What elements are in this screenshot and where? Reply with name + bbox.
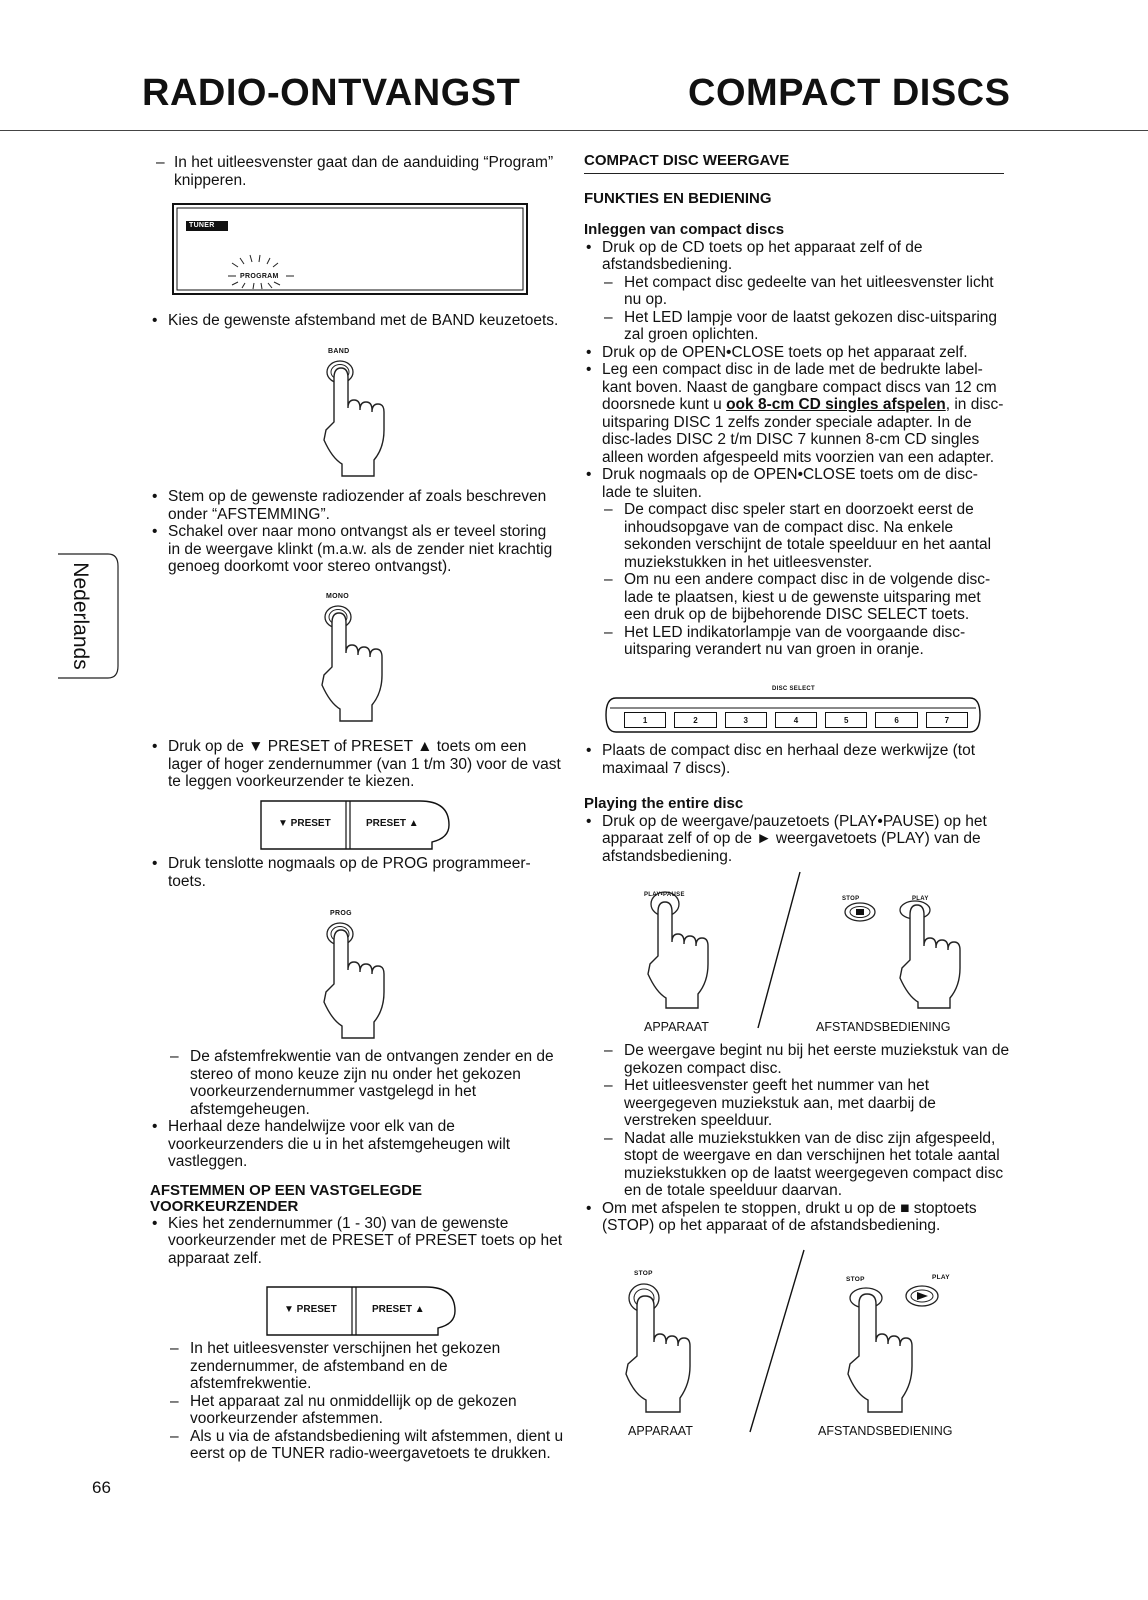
playback-starts-note: – De weergave begint nu bij het eerste muziekstuk van de gekozen compact disc. bbox=[584, 1042, 1010, 1077]
remote-play-label: PLAY bbox=[912, 896, 929, 902]
playback-notes bbox=[584, 1042, 1010, 1235]
cd-playback-section-title: COMPACT DISC WEERGAVE bbox=[584, 152, 1004, 174]
memory-instructions bbox=[150, 1048, 568, 1267]
playing-entire-disc-title: Playing the entire disc bbox=[584, 795, 744, 812]
side-tab-label: Nederlands bbox=[69, 562, 92, 670]
remote-tuner-note: – Als u via de afstandsbediening wilt afstemmen, dient u eerst op de TUNER radio-weergavetoets te drukken. bbox=[150, 1428, 568, 1463]
intro-text: – In het uitleesvenster gaat dan de aanduiding “Program” knipperen. bbox=[150, 154, 562, 189]
disc-select-label: DISC SELECT bbox=[772, 686, 815, 692]
preset-result-notes bbox=[150, 1340, 568, 1463]
led-orange-note: – Het LED indikatorlampje van de voorgaande disc-uitsparing verandert nu van groen in oranje. bbox=[584, 624, 1004, 659]
disc-select-strip bbox=[604, 696, 982, 734]
preset-tuning-section-title: AFSTEMMEN OP EEN VASTGELEGDE VOORKEURZENDER bbox=[150, 1181, 422, 1215]
prog-instruction-block bbox=[150, 855, 562, 890]
left-column bbox=[150, 154, 562, 189]
disc-select-button-5[interactable]: 5 bbox=[825, 712, 867, 728]
play-instructions bbox=[584, 742, 1004, 865]
unit-stop-label: STOP bbox=[634, 1270, 653, 1277]
prog-instruction: • Druk tenslotte nogmaals op de PROG programmeer-toets. bbox=[150, 855, 562, 890]
remote-caption: AFSTANDSBEDIENING bbox=[816, 1020, 951, 1034]
preset-buttons-figure-2 bbox=[266, 1286, 456, 1336]
disc-select-button-7[interactable]: 7 bbox=[926, 712, 968, 728]
load-disc-instruction bbox=[584, 361, 1004, 466]
mono-hand-icon bbox=[316, 605, 396, 723]
stop-figure bbox=[612, 1248, 1002, 1448]
playback-end-note: – Nadat alle muziekstukken van de disc zijn afgespeeld, stopt de weergave en dan verschijnen het totale aantal muziekstukken op de laatst weergegeven compact disc en de totale speelduur daarvan. bbox=[584, 1130, 1010, 1200]
remote-stop-label-2: STOP bbox=[846, 1276, 865, 1283]
preset-up-button[interactable]: PRESET ▲ bbox=[366, 818, 419, 829]
left-page-title: RADIO-ONTVANGST bbox=[142, 72, 521, 114]
play-pause-instruction: • Druk op de weergave/pauzetoets (PLAY•PAUSE) op het apparaat zelf of op de ► weergavetoets (PLAY) van de afstandsbediening. bbox=[584, 813, 1004, 866]
right-page-title: COMPACT DISCS bbox=[688, 72, 1011, 114]
next-tray-note: – Om nu een andere compact disc in de volgende disc-lade te plaatsen, kiest u de gewenste uitsparing met een druk op de bijbehorende DISC SELECT toets. bbox=[584, 571, 1004, 624]
insert-disc-title: Inleggen van compact discs bbox=[584, 221, 785, 238]
preset-instruction-block bbox=[150, 738, 562, 791]
remote-caption-2: AFSTANDSBEDIENING bbox=[818, 1424, 953, 1438]
tuner-indicator: TUNER bbox=[189, 222, 215, 229]
preset-buttons-figure bbox=[260, 800, 450, 850]
play-figure bbox=[620, 868, 1000, 1038]
header-rule bbox=[0, 130, 1148, 131]
preset-instruction: • Druk op de ▼ PRESET of PRESET ▲ toets om een lager of hoger zendernummer (van 1 t/m 30) voor de vast te leggen voorkeurzender te kiezen. bbox=[150, 738, 562, 791]
prog-hand-icon bbox=[318, 922, 398, 1040]
unit-caption: APPARAAT bbox=[644, 1020, 709, 1034]
disc-button-row bbox=[620, 712, 972, 730]
toc-scan-note: – De compact disc speler start en doorzoekt eerst de inhoudsopgave van de compact disc. Na enkele sekonden verschijnt de totale speelduur en het aantal muziekstukken in het uitleesvenster. bbox=[584, 501, 1004, 571]
unit-caption-2: APPARAAT bbox=[628, 1424, 693, 1438]
display-figure bbox=[172, 203, 528, 295]
cd-display-lights-note: – Het compact disc gedeelte van het uitleesvenster licht nu op. bbox=[584, 274, 1004, 309]
open-close-instruction: • Druk op de OPEN•CLOSE toets op het apparaat zelf. bbox=[584, 344, 1004, 362]
track-display-note: – Het uitleesvenster geeft het nummer van het weergegeven muziekstuk aan, met daarbij de verstreken speelduur. bbox=[584, 1077, 1010, 1130]
frequency-stored-note: – De afstemfrekwentie van de ontvangen zender en de stereo of mono keuze zijn nu onder het gekozen voorkeurzendernummer vastgelegd in het afstemgeheugen. bbox=[150, 1048, 568, 1118]
tuning-instructions bbox=[150, 488, 562, 576]
close-tray-instruction: • Druk nogmaals op de OPEN•CLOSE toets om de disc-lade te sluiten. bbox=[584, 466, 1004, 501]
language-side-tab bbox=[56, 552, 118, 680]
disc-select-button-2[interactable]: 2 bbox=[674, 712, 716, 728]
tunes-immediately-note: – Het apparaat zal nu onmiddellijk op de gekozen voorkeurzender afstemmen. bbox=[150, 1393, 568, 1428]
preset-up-button-2[interactable]: PRESET ▲ bbox=[372, 1304, 425, 1315]
mono-instruction: • Schakel over naar mono ontvangst als er teveel storing in de weergave klinkt (m.a.w. als de zender niet krachtig genoeg doorkomt voor stereo ontvangst). bbox=[150, 523, 562, 576]
repeat-instruction: • Herhaal deze handelwijze voor elk van de voorkeurzenders die u in het afstemgeheugen wilt vastleggen. bbox=[150, 1118, 568, 1171]
band-instruction-block bbox=[150, 312, 562, 330]
functions-subtitle: FUNKTIES EN BEDIENING bbox=[584, 189, 772, 207]
cd-singles-emphasis: ook 8-cm CD singles afspelen bbox=[726, 396, 946, 413]
remote-stop-label: STOP bbox=[842, 896, 860, 902]
prog-button-label: PROG bbox=[330, 910, 352, 917]
preset-down-button[interactable]: ▼ PRESET bbox=[278, 818, 331, 829]
band-hand-icon bbox=[318, 360, 398, 478]
band-button-label: BAND bbox=[328, 348, 350, 355]
load-disc-text-a: Leg een compact disc in de lade met de bedrukte label-kant boven. Naast de gangbare compact discs van 12 cm doorsnede kunt u bbox=[602, 361, 997, 413]
disc-select-button-6[interactable]: 6 bbox=[875, 712, 917, 728]
tune-station-instruction: • Stem op de gewenste radiozender af zoals beschreven onder “AFSTEMMING”. bbox=[150, 488, 562, 523]
load-disc-text-b: , in disc-uitsparing DISC 1 zelfs zonder speciale adapter. In de disc-lades DISC 2 t/m DISC 7 kunnen 8-cm CD singles alleen worden afgespeeld mits voorzien van een adapter. bbox=[602, 396, 1004, 466]
cd-button-instruction: • Druk op de CD toets op het apparaat zelf of de afstandsbediening. bbox=[584, 239, 1004, 274]
display-shows-preset-note: – In het uitleesvenster verschijnen het gekozen zendernummer, de afstemband en de afstemfrekwentie. bbox=[150, 1340, 568, 1393]
disc-select-button-1[interactable]: 1 bbox=[624, 712, 666, 728]
disc-select-button-4[interactable]: 4 bbox=[775, 712, 817, 728]
mono-button-label: MONO bbox=[326, 593, 349, 600]
repeat-load-instruction: • Plaats de compact disc en herhaal deze werkwijze (tot maximaal 7 discs). bbox=[584, 742, 1004, 777]
band-instruction: • Kies de gewenste afstemband met de BAND keuzetoets. bbox=[150, 312, 562, 330]
play-pause-button-label: PLAY•PAUSE bbox=[644, 892, 685, 898]
stop-instruction: • Om met afspelen te stoppen, drukt u op de ■ stoptoets (STOP) op het apparaat of de afstandsbediening. bbox=[584, 1200, 1010, 1235]
page-number: 66 bbox=[92, 1478, 111, 1497]
select-preset-instruction: • Kies het zendernummer (1 - 30) van de gewenste voorkeurzender met de PRESET of PRESET toets op het apparaat zelf. bbox=[150, 1215, 568, 1268]
led-green-note: – Het LED lampje voor de laatst gekozen disc-uitsparing zal groen oplichten. bbox=[584, 309, 1004, 344]
program-indicator: PROGRAM bbox=[240, 273, 279, 280]
disc-select-button-3[interactable]: 3 bbox=[725, 712, 767, 728]
right-column bbox=[584, 152, 1004, 659]
preset-down-button-2[interactable]: ▼ PRESET bbox=[284, 1304, 337, 1315]
remote-play-label-2: PLAY bbox=[932, 1274, 950, 1281]
